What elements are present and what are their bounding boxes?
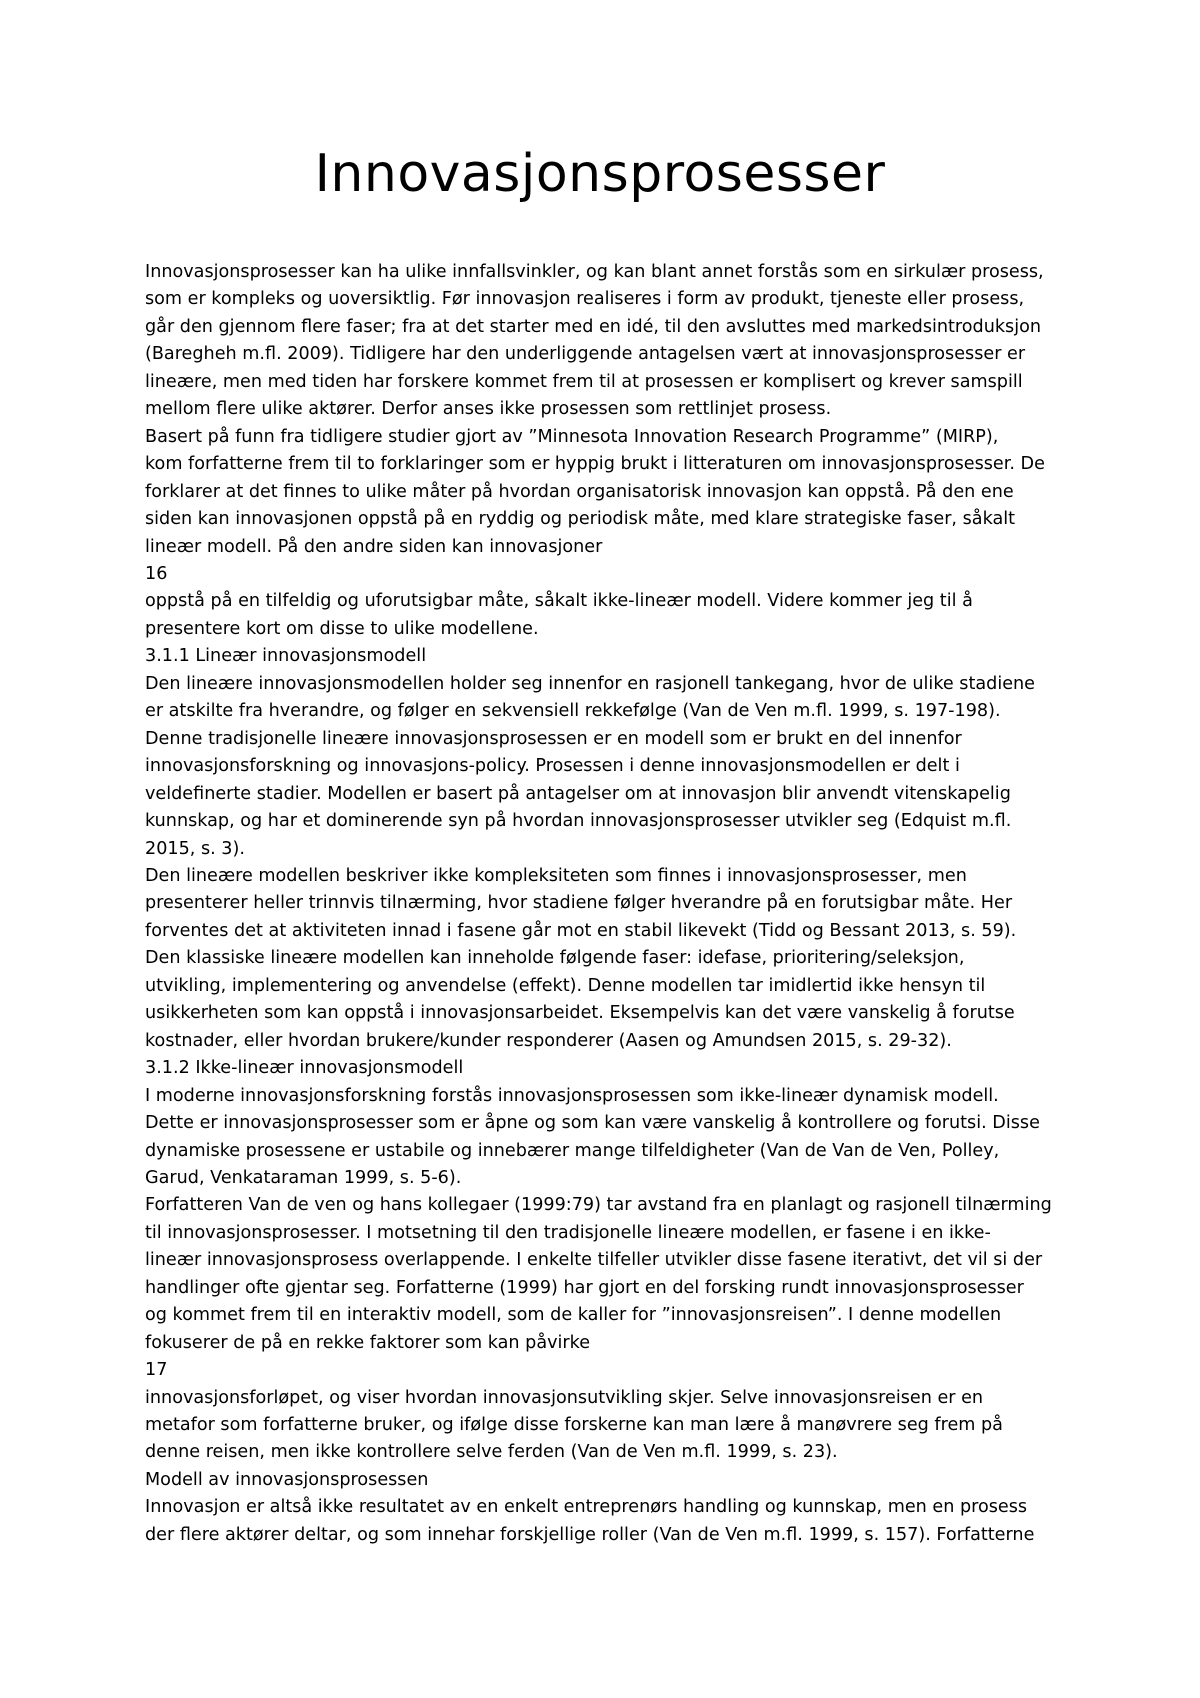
text-line: er atskilte fra hverandre, og følger en sekvensiell rekkefølge (Van de Ven m.fl. 1999, s. 197-198). <box>145 701 1001 722</box>
text-line: Denne tradisjonelle lineære innovasjonsprosessen er en modell som er brukt en del innenfor <box>145 728 962 749</box>
text-line: lineær innovasjonsprosess overlappende. I enkelte tilfeller utvikler disse fasene iterativt, det vil si der <box>145 1250 1043 1271</box>
text-line: I moderne innovasjonsforskning forstås innovasjonsprosessen som ikke-lineær dynamisk modell. <box>145 1085 999 1106</box>
text-line: presenterer heller trinnvis tilnærming, hvor stadiene følger hverandre på en forutsigbar måte. Her <box>145 893 1013 914</box>
text-line: 2015, s. 3). <box>145 838 245 859</box>
text-line: Den lineære modellen beskriver ikke kompleksiteten som finnes i innovasjonsprosesser, men <box>145 865 967 886</box>
text-line: mellom flere ulike aktører. Derfor anses ikke prosessen som rettlinjet prosess. <box>145 399 832 420</box>
text-line: usikkerheten som kan oppstå i innovasjonsarbeidet. Eksempelvis kan det være vanskelig å forutse <box>145 1003 1015 1024</box>
text-line: Dette er innovasjonsprosesser som er åpne og som kan være vanskelig å kontrollere og forutsi. Disse <box>145 1113 1040 1134</box>
document-title: Innovasjonsprosesser <box>314 144 886 204</box>
text-line: Basert på funn fra tidligere studier gjort av ”Minnesota Innovation Research Programme” (MIRP), <box>145 426 999 447</box>
text-line: går den gjennom flere faser; fra at det starter med en idé, til den avsluttes med markedsintroduksjon <box>145 316 1042 337</box>
text-line: lineær modell. På den andre siden kan innovasjoner <box>145 536 603 557</box>
text-line: utvikling, implementering og anvendelse (effekt). Denne modellen tar imidlertid ikke hensyn til <box>145 975 986 996</box>
text-line: kostnader, eller hvordan brukere/kunder responderer (Aasen og Amundsen 2015, s. 29-32). <box>145 1030 952 1051</box>
text-line: siden kan innovasjonen oppstå på en ryddig og periodisk måte, med klare strategiske faser, såkalt <box>145 509 1016 530</box>
document-body <box>145 259 1085 1549</box>
text-line: innovasjonsforløpet, og viser hvordan innovasjonsutvikling skjer. Selve innovasjonsreisen er en <box>145 1387 984 1408</box>
text-line: dynamiske prosessene er ustabile og innebærer mange tilfeldigheter (Van de Van de Ven, Polley, <box>145 1140 1000 1161</box>
text-line: denne reisen, men ikke kontrollere selve ferden (Van de Ven m.fl. 1999, s. 23). <box>145 1442 838 1463</box>
text-line: Garud, Venkataraman 1999, s. 5-6). <box>145 1167 462 1188</box>
text-line: 3.1.1 Lineær innovasjonsmodell <box>145 646 427 667</box>
text-line: presentere kort om disse to ulike modellene. <box>145 618 539 639</box>
text-line: og kommet frem til en interaktiv modell, som de kaller for ”innovasjonsreisen”. I denne modellen <box>145 1305 1002 1326</box>
text-line: der flere aktører deltar, og som innehar forskjellige roller (Van de Ven m.fl. 1999, s. 157). Forfatterne <box>145 1524 1035 1545</box>
text-line: Forfatteren Van de ven og hans kollegaer (1999:79) tar avstand fra en planlagt og rasjonell tilnærming <box>145 1195 1052 1216</box>
text-line: 16 <box>145 563 168 584</box>
text-line: som er kompleks og uoversiktlig. Før innovasjon realiseres i form av produkt, tjeneste eller prosess, <box>145 289 1025 310</box>
text-line: (Baregheh m.fl. 2009). Tidligere har den underliggende antagelsen vært at innovasjonsprosesser er <box>145 344 1026 365</box>
text-line: Den lineære innovasjonsmodellen holder seg innenfor en rasjonell tankegang, hvor de ulike stadiene <box>145 673 1036 694</box>
text-line: Innovasjonsprosesser kan ha ulike innfallsvinkler, og kan blant annet forstås som en sirkulær prosess, <box>145 262 1044 282</box>
text-line: oppstå på en tilfeldig og uforutsigbar måte, såkalt ikke-lineær modell. Videre kommer jeg til å <box>145 591 973 612</box>
text-line: kom forfatterne frem til to forklaringer som er hyppig brukt i litteraturen om innovasjonsprosesser. De <box>145 454 1045 475</box>
text-line: handlinger ofte gjentar seg. Forfatterne (1999) har gjort en del forsking rundt innovasjonsprosesser <box>145 1277 1024 1298</box>
text-line: metafor som forfatterne bruker, og ifølge disse forskerne kan man lære å manøvrere seg frem på <box>145 1415 1003 1436</box>
text-line: lineære, men med tiden har forskere kommet frem til at prosessen er komplisert og krever samspill <box>145 371 1023 392</box>
text-line: forklarer at det finnes to ulike måter på hvordan organisatorisk innovasjon kan oppstå. På den ene <box>145 481 1014 502</box>
text-line: veldefinerte stadier. Modellen er basert på antagelser om at innovasjon blir anvendt vitenskapelig <box>145 783 1011 804</box>
text-line: innovasjonsforskning og innovasjons-policy. Prosessen i denne innovasjonsmodellen er delt i <box>145 756 960 777</box>
text-line: 3.1.2 Ikke-lineær innovasjonsmodell <box>145 1058 464 1079</box>
text-line: Den klassiske lineære modellen kan inneholde følgende faser: idefase, prioritering/seleksjon, <box>145 948 965 969</box>
text-line: kunnskap, og har et dominerende syn på hvordan innovasjonsprosesser utvikler seg (Edquist m.fl. <box>145 811 1012 832</box>
text-line: fokuserer de på en rekke faktorer som kan påvirke <box>145 1332 591 1353</box>
text-line: Innovasjon er altså ikke resultatet av en enkelt entreprenørs handling og kunnskap, men en prosess <box>145 1497 1028 1518</box>
text-line: 17 <box>145 1360 168 1381</box>
text-line: forventes det at aktiviteten innad i fasene går mot en stabil likevekt (Tidd og Bessant 2013, s. 59). <box>145 920 1017 941</box>
text-line: Modell av innovasjonsprosessen <box>145 1469 429 1490</box>
text-line: til innovasjonsprosesser. I motsetning til den tradisjonelle lineære modellen, er fasene i en ikke- <box>145 1222 991 1243</box>
